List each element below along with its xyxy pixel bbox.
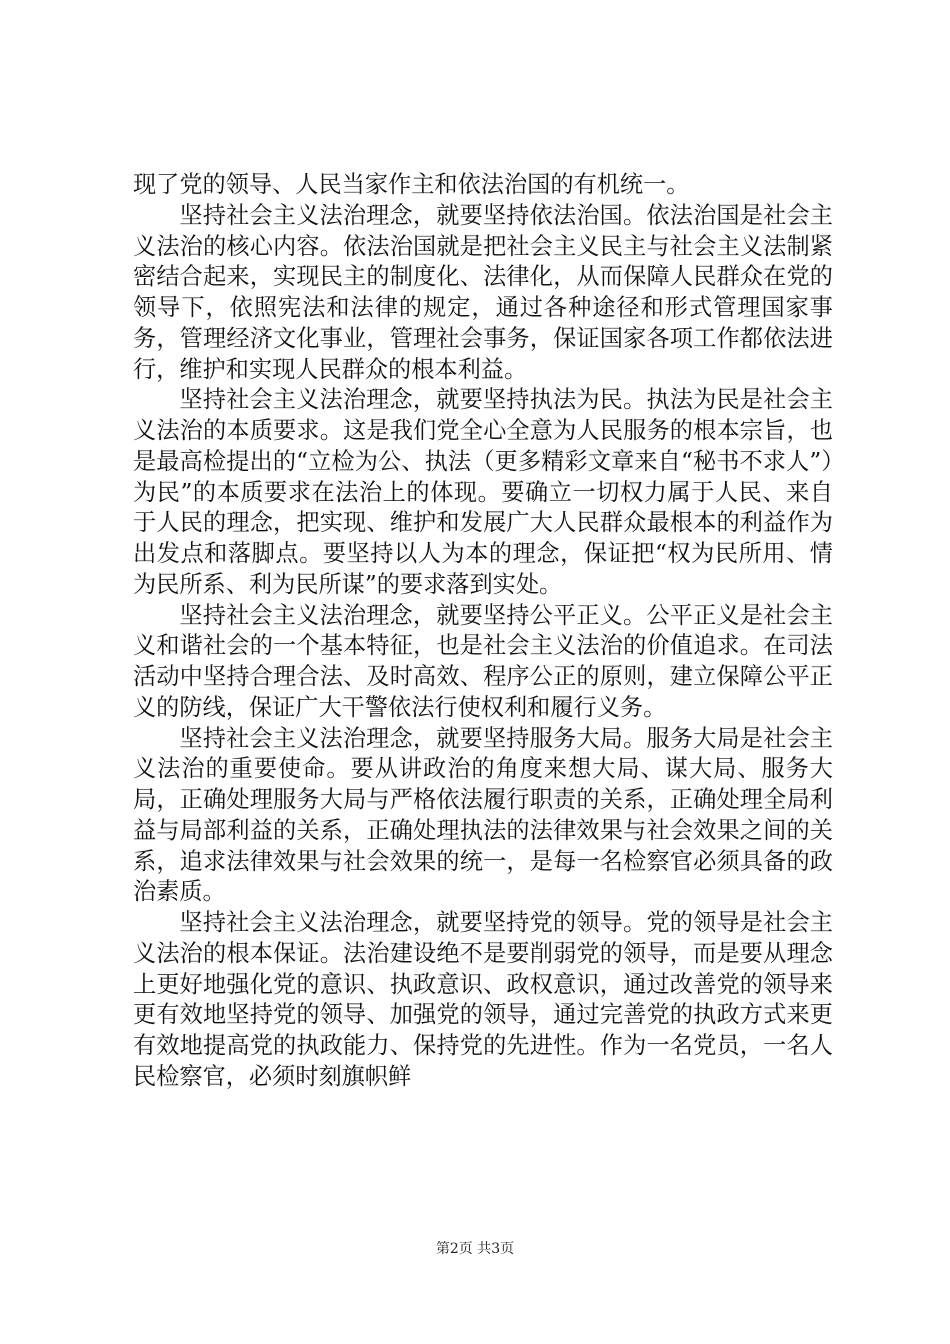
paragraph-serve-overall-situation: 坚持社会主义法治理念，就要坚持服务大局。服务大局是社会主义法治的重要使命。要从讲政治的角度来想大局、谋大局、服务大局，正确处理服务大局与严格依法履行职责的关系，正确处理全局利益与局部利益的关系，正确处理执法的法律效果与社会效果之间的关系，追求法律效果与社会效果的统一，是每一名检察官必须具备的政治素质。: [133, 724, 833, 906]
page-number-footer: 第2页 共3页: [435, 1241, 515, 1257]
body-text: [133, 170, 833, 1093]
paragraph-serve-the-people: 坚持社会主义法治理念，就要坚持执法为民。执法为民是社会主义法治的本质要求。这是我们党全心全意为人民服务的根本宗旨，也是最高检提出的“立检为公、执法（更多精彩文章来自“秘书不求人”）为民”的本质要求在法治上的体现。要确立一切权力属于人民、来自于人民的理念，把实现、维护和发展广大人民群众最根本的利益作为出发点和落脚点。要坚持以人为本的理念，保证把“权为民所用、情为民所系、利为民所谋”的要求落到实处。: [133, 386, 833, 598]
paragraph-continuation: 现了党的领导、人民当家作主和依法治国的有机统一。: [133, 171, 690, 198]
paragraph-fairness-justice: 坚持社会主义法治理念，就要坚持公平正义。公平正义是社会主义和谐社会的一个基本特征，也是社会主义法治的价值追求。在司法活动中坚持合理合法、及时高效、程序公正的原则，建立保障公平正义的防线，保证广大干警依法行使权利和履行义务。: [133, 601, 833, 721]
paragraph-party-leadership: 坚持社会主义法治理念，就要坚持党的领导。党的领导是社会主义法治的根本保证。法治建设绝不是要削弱党的领导，而是要从理念上更好地强化党的意识、执政意识、政权意识，通过改善党的领导来更有效地坚持党的领导、加强党的领导，通过完善党的执政方式来更有效地提高党的执政能力、保持党的先进性。作为一名党员，一名人民检察官，必须时刻旗帜鲜: [133, 909, 833, 1090]
paragraph-rule-of-law: 坚持社会主义法治理念，就要坚持依法治国。依法治国是社会主义法治的核心内容。依法治国就是把社会主义民主与社会主义法制紧密结合起来，实现民主的制度化、法律化，从而保障人民群众在党的领导下，依照宪法和法律的规定，通过各种途径和形式管理国家事务，管理经济文化事业，管理社会事务，保证国家各项工作都依法进行，维护和实现人民群众的根本利益。: [133, 201, 833, 383]
